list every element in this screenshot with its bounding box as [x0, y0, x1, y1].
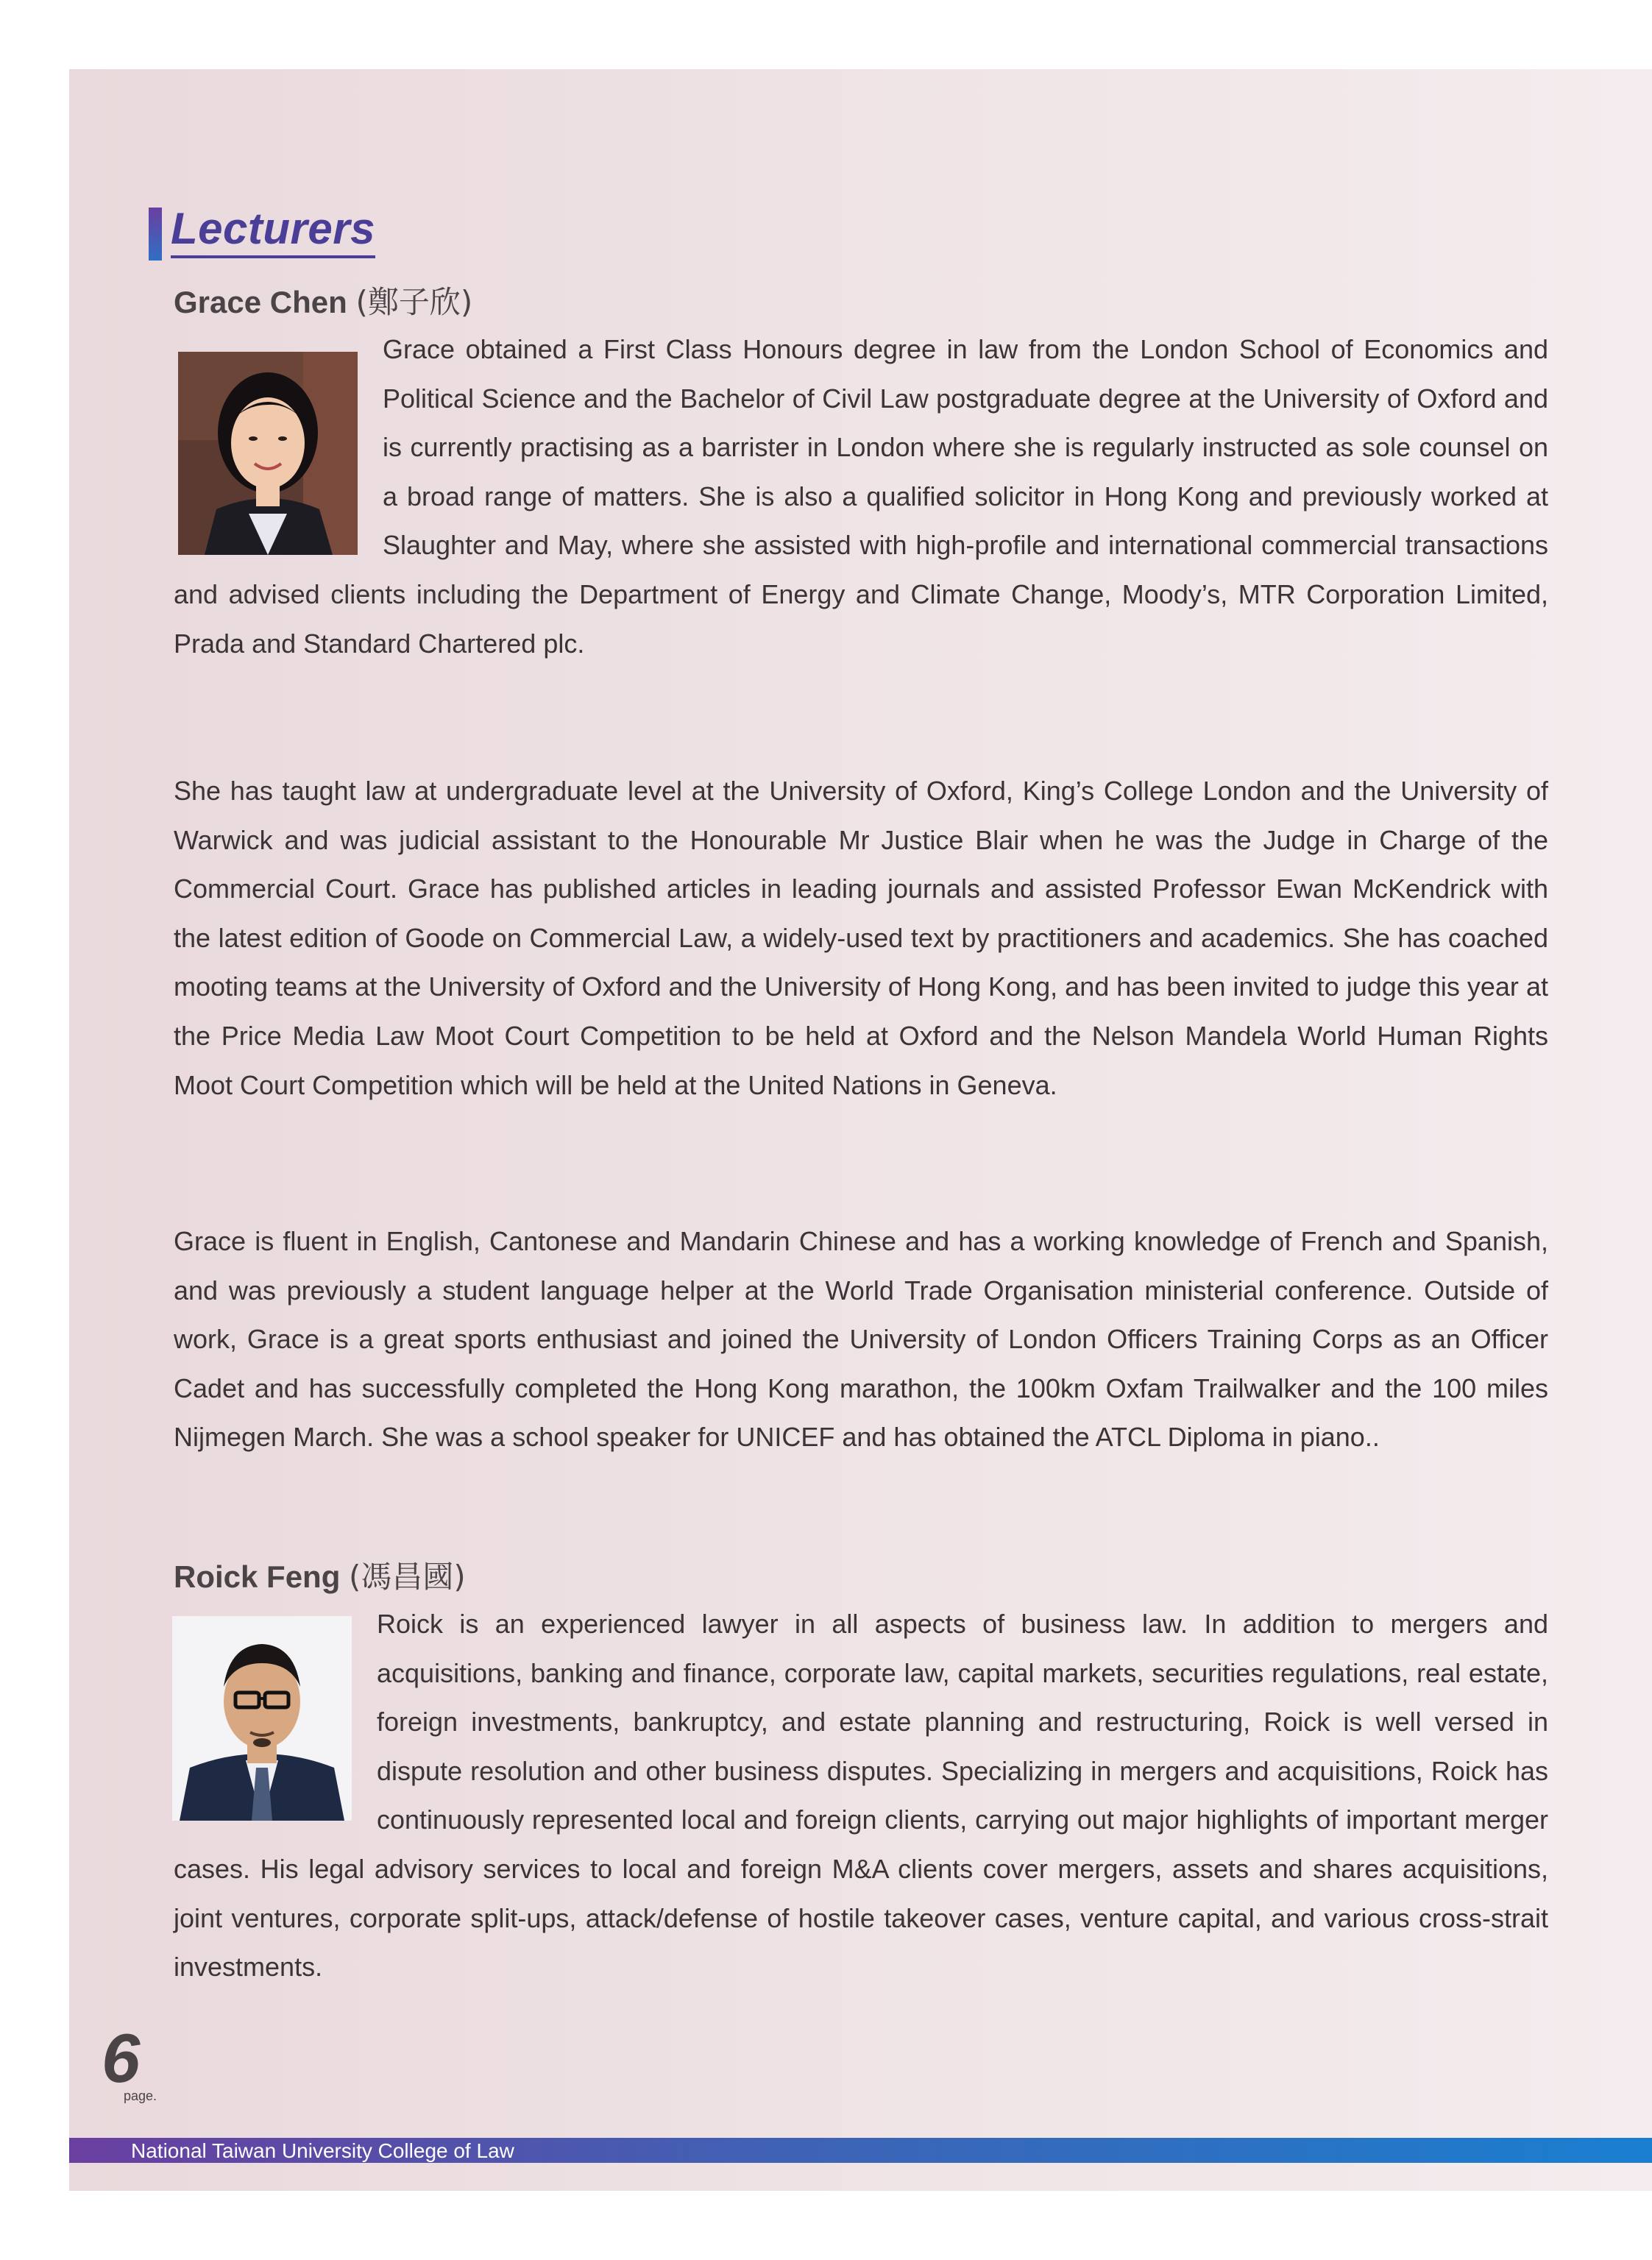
lecturer-name: Grace Chen [174, 285, 347, 319]
roick-feng-photo [172, 1616, 352, 1821]
grace-teaching-paragraph [174, 767, 1548, 1110]
grace-intro-paragraph [174, 325, 1548, 668]
lecturer-chinese-name: (馮昌國) [349, 1559, 466, 1595]
roick-intro-text [174, 1600, 1548, 1992]
grace-intro-text [174, 325, 1548, 668]
grace-languages-text: Grace is fluent in English, Cantonese and Mandarin Chinese and has a working knowledge of French and Spanish, and was previously a student language helper at the World Trade Organisation ministerial conference. Outside of work, Grace is a great sports enthusiast and joined the University of London Officers Training Corps as an Officer Cadet and has successfully completed the Hong Kong marathon, the 100km Oxfam Trailwalker and the 100 miles Nijmegen March. She was a school speaker for UNICEF and has obtained the ATCL Diploma in piano.. [174, 1226, 1548, 1453]
lecturer-name-grace [174, 278, 472, 322]
wrapped-lines-beside-photo: Grace obtained a First Class Honours degree in law from the London School of Economics and Political Science and the Bachelor of Civil Law postgraduate degree at the University of Oxford and is currently practising as a barrister in London where she is regularly instructed as sole counsel on a broad range of matters. She is also a qualified solicitor in Hong Kong and previously worked at Slaughter and May, where she assisted with high-profile and international commercial transactions [383, 334, 1548, 561]
lecturer-chinese-name: (鄭子欣) [355, 284, 473, 320]
footer-institution: National Taiwan University College of Law [131, 2139, 514, 2162]
lecturer-name: Roick Feng [174, 1559, 341, 1594]
grace-languages-paragraph [174, 1217, 1548, 1462]
heading-accent-bar [149, 208, 162, 261]
section-title: Lecturers [171, 203, 375, 258]
wrapped-lines-full-width: cases. His legal advisory services to local and foreign M&A clients cover mergers, assets and shares acquisitions, joint ventures, corporate split-ups, attack/defense of hostile takeover cases, venture capital, and various cross-strait investments. [174, 1853, 1548, 1983]
wrapped-lines-full-width: and advised clients including the Department of Energy and Climate Change, Moody’s, MTR Corporation Limited, Prada and Standard Chartered plc. [174, 578, 1548, 659]
grace-teaching-text: She has taught law at undergraduate level at the University of Oxford, King’s College London and the University of Warwick and was judicial assistant to the Honourable Mr Justice Blair when he was the Judge in Charge of the Commercial Court. Grace has published articles in leading journals and assisted Professor Ewan McKendrick with the latest edition of Goode on Commercial Law, a widely-used text by practitioners and academics. She has coached mooting teams at the University of Oxford and the University of Hong Kong, and has been invited to judge this year at the Price Media Law Moot Court Competition to be held at Oxford and the Nelson Mandela World Human Rights Moot Court Competition which will be held at the United Nations in Geneva. [174, 776, 1548, 1100]
page-label: page. [124, 2089, 157, 2103]
portrait-image [172, 1616, 352, 1821]
wrapped-lines-beside-photo: Roick is an experienced lawyer in all aspects of business law. In addition to mergers and acquisitions, banking and finance, corporate law, capital markets, securities regulations, real estate, foreign investments, bankruptcy, and estate planning and restructuring, Roick is well versed in dispute resolution and other business disputes. Specializing in mergers and acquisitions, Roick has continuously represented local and foreign clients, carrying out major highlights of important merger [377, 1609, 1548, 1835]
page-number: 6 [102, 2019, 141, 2097]
lecturer-name-roick [174, 1553, 466, 1597]
roick-intro-paragraph [174, 1600, 1548, 1992]
portrait-image [178, 352, 358, 555]
brochure-page [69, 69, 1652, 2191]
grace-chen-photo [178, 352, 358, 555]
